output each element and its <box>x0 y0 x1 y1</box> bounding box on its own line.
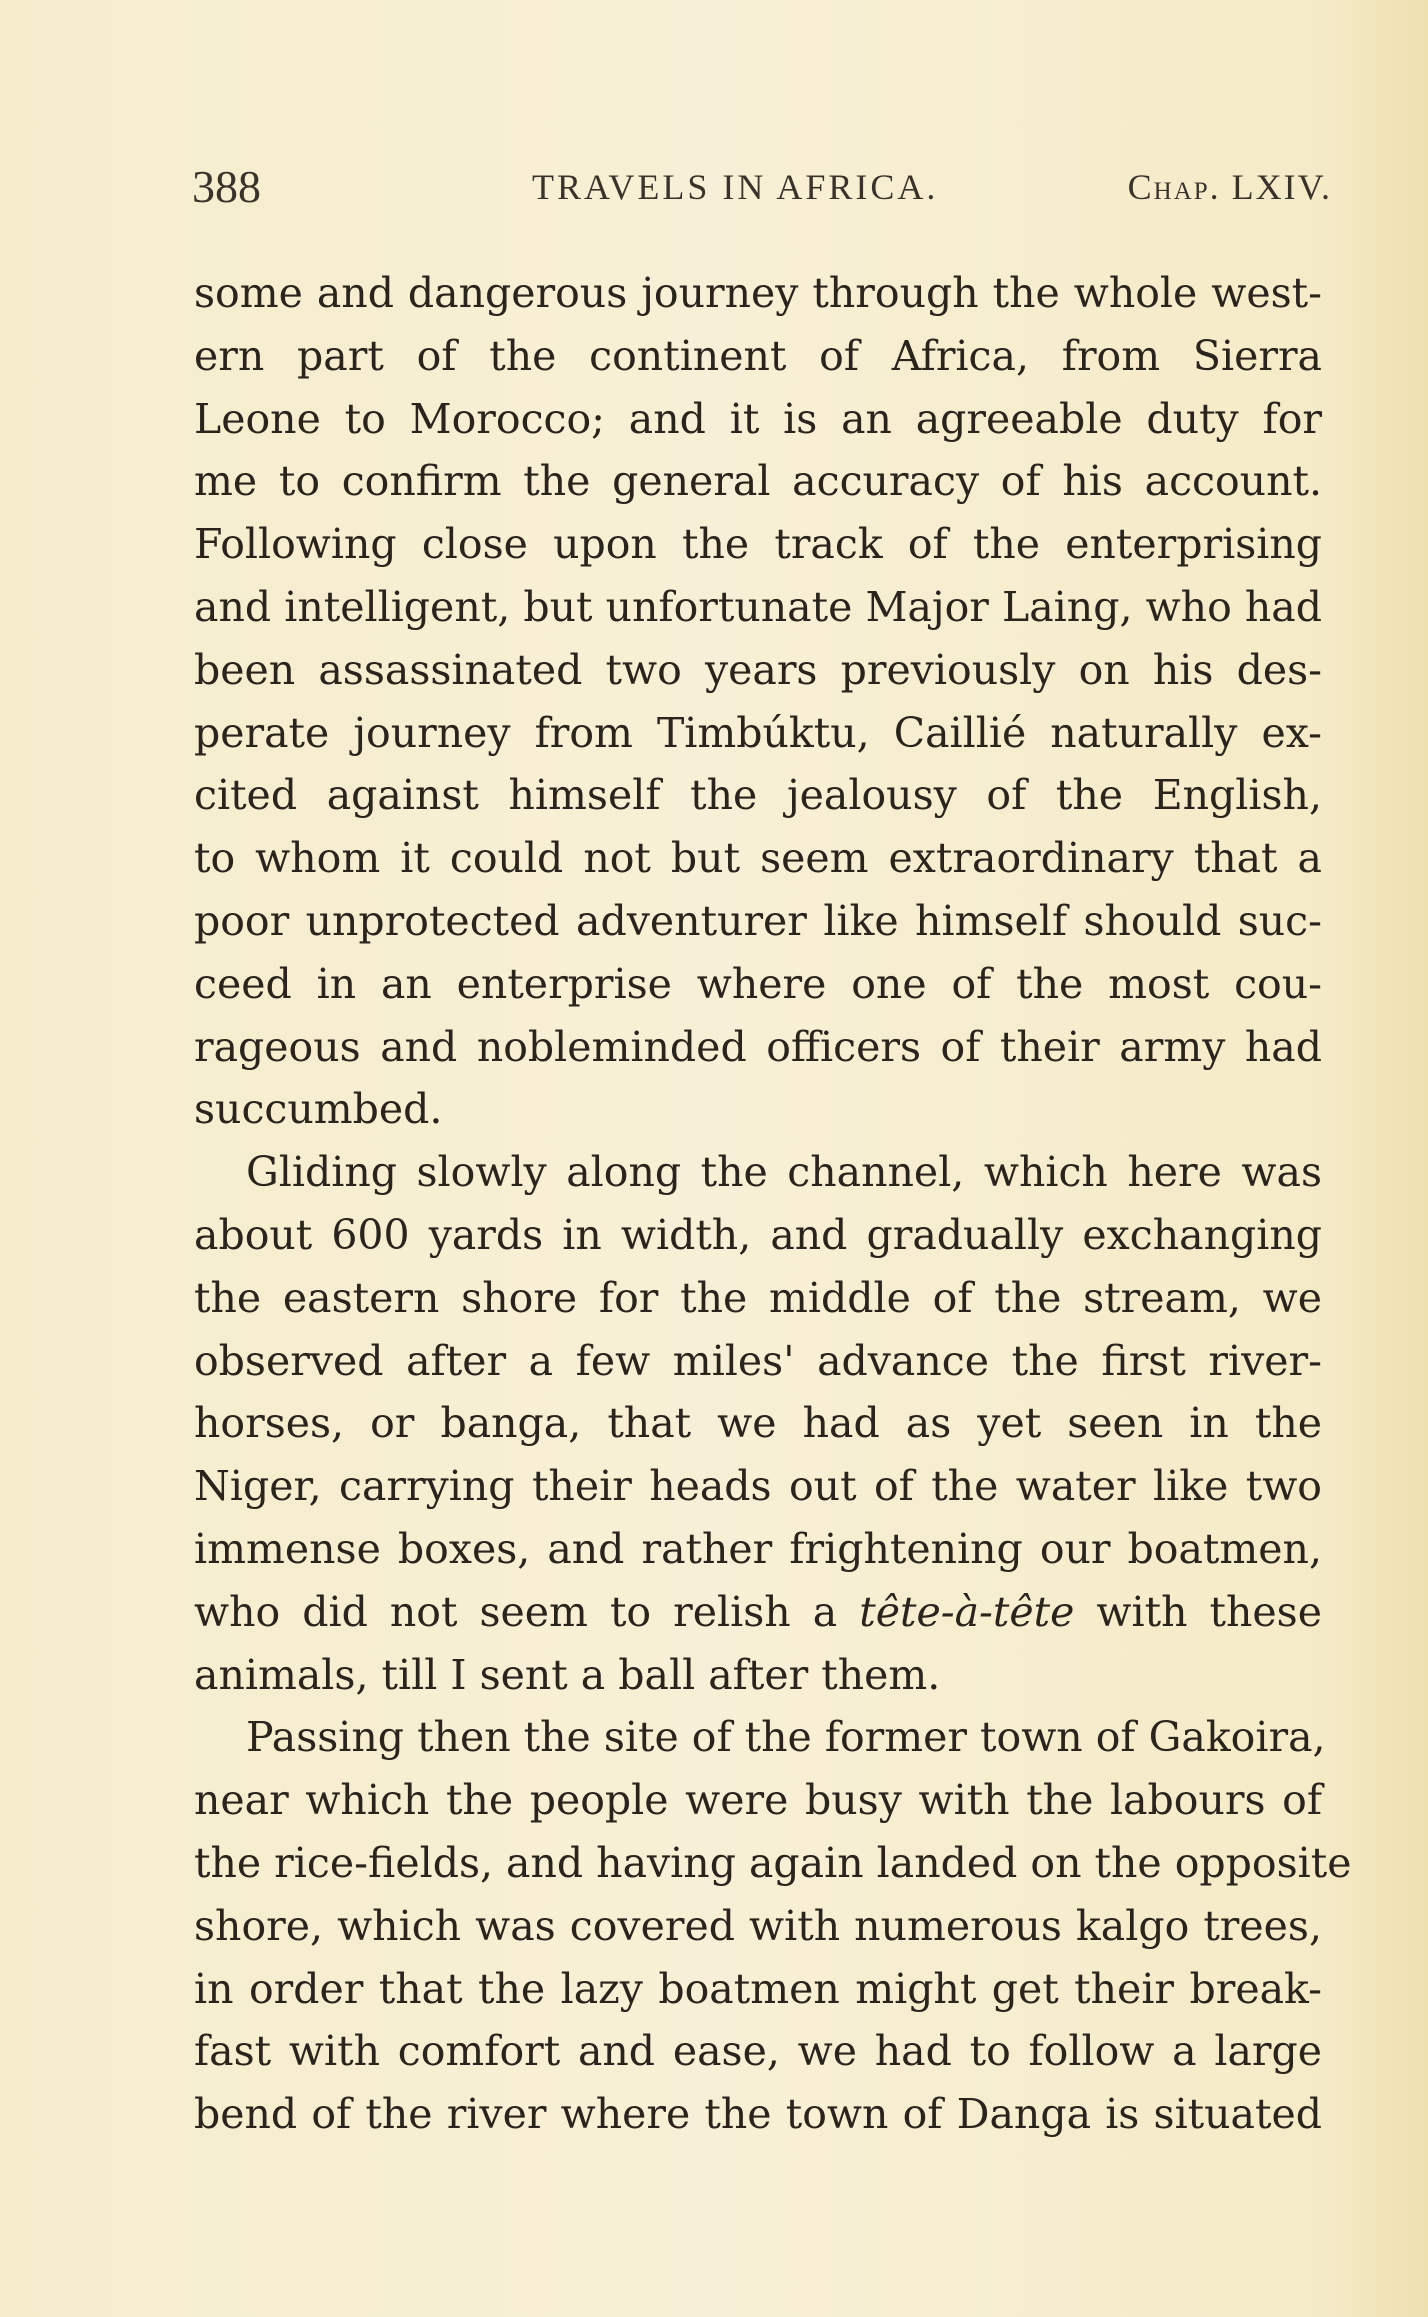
text-line: shore, which was covered with numerous kalgo trees, <box>194 1901 1322 1950</box>
text-line: the eastern shore for the middle of the stream, we <box>194 1273 1322 1322</box>
text-line: perate journey from Timbúktu, Caillié naturally ex- <box>194 708 1322 757</box>
page-header <box>192 160 1332 220</box>
chapter-label: Chap. LXIV. <box>1127 167 1332 207</box>
text-line: cited against himself the jealousy of the English, <box>194 771 1322 820</box>
text-line: rageous and nobleminded officers of their army had <box>194 1022 1322 1071</box>
text-segment: who did not seem to relish a <box>194 1587 838 1636</box>
text-line: about 600 yards in width, and gradually exchanging <box>194 1210 1322 1259</box>
text-line: horses, or banga, that we had as yet seen in the <box>194 1399 1322 1448</box>
text-line: Leone to Morocco; and it is an agreeable duty for <box>194 394 1322 443</box>
text-line: in order that the lazy boatmen might get their break- <box>194 1964 1322 2013</box>
text-line: to whom it could not but seem extraordinary that a <box>194 834 1322 883</box>
text-line-with-italic <box>194 1581 1322 1644</box>
text-line: fast with comfort and ease, we had to follow a large <box>194 2027 1322 2076</box>
text-line: ern part of the continent of Africa, from Sierra <box>194 331 1322 380</box>
text-line: me to confirm the general accuracy of his account. <box>194 457 1322 506</box>
text-line: poor unprotected adventurer like himself should suc- <box>194 896 1322 945</box>
body-text <box>194 262 1352 2146</box>
running-title: TRAVELS IN AFRICA. <box>532 167 939 207</box>
text-line: ceed in an enterprise where one of the most cou- <box>194 959 1322 1008</box>
text-line: and intelligent, but unfortunate Major Laing, who had <box>194 582 1322 631</box>
text-line: Gliding slowly along the channel, which here was <box>246 1148 1322 1197</box>
page-number: 388 <box>192 161 261 212</box>
text-line: some and dangerous journey through the whole west- <box>194 269 1322 317</box>
text-line: bend of the river where the town of Danga is situated <box>194 2090 1322 2139</box>
text-line: observed after a few miles' advance the first river- <box>194 1336 1322 1385</box>
text-line: been assassinated two years previously on his des- <box>194 645 1322 694</box>
text-line: animals, till I sent a ball after them. <box>194 1650 941 1699</box>
italic-phrase: tête-à-tête <box>859 1587 1075 1636</box>
text-line: succumbed. <box>194 1085 443 1134</box>
text-line: immense boxes, and rather frightening our boatmen, <box>194 1524 1322 1573</box>
text-line: the rice-fields, and having again landed on the opposite <box>194 1838 1352 1887</box>
text-segment: with these <box>1096 1587 1322 1636</box>
text-line: Passing then the site of the former town of Gakoira, <box>246 1713 1326 1762</box>
text-line: near which the people were busy with the labours of <box>194 1776 1322 1825</box>
text-line: Niger, carrying their heads out of the water like two <box>194 1462 1322 1511</box>
text-line: Following close upon the track of the enterprising <box>194 520 1322 569</box>
